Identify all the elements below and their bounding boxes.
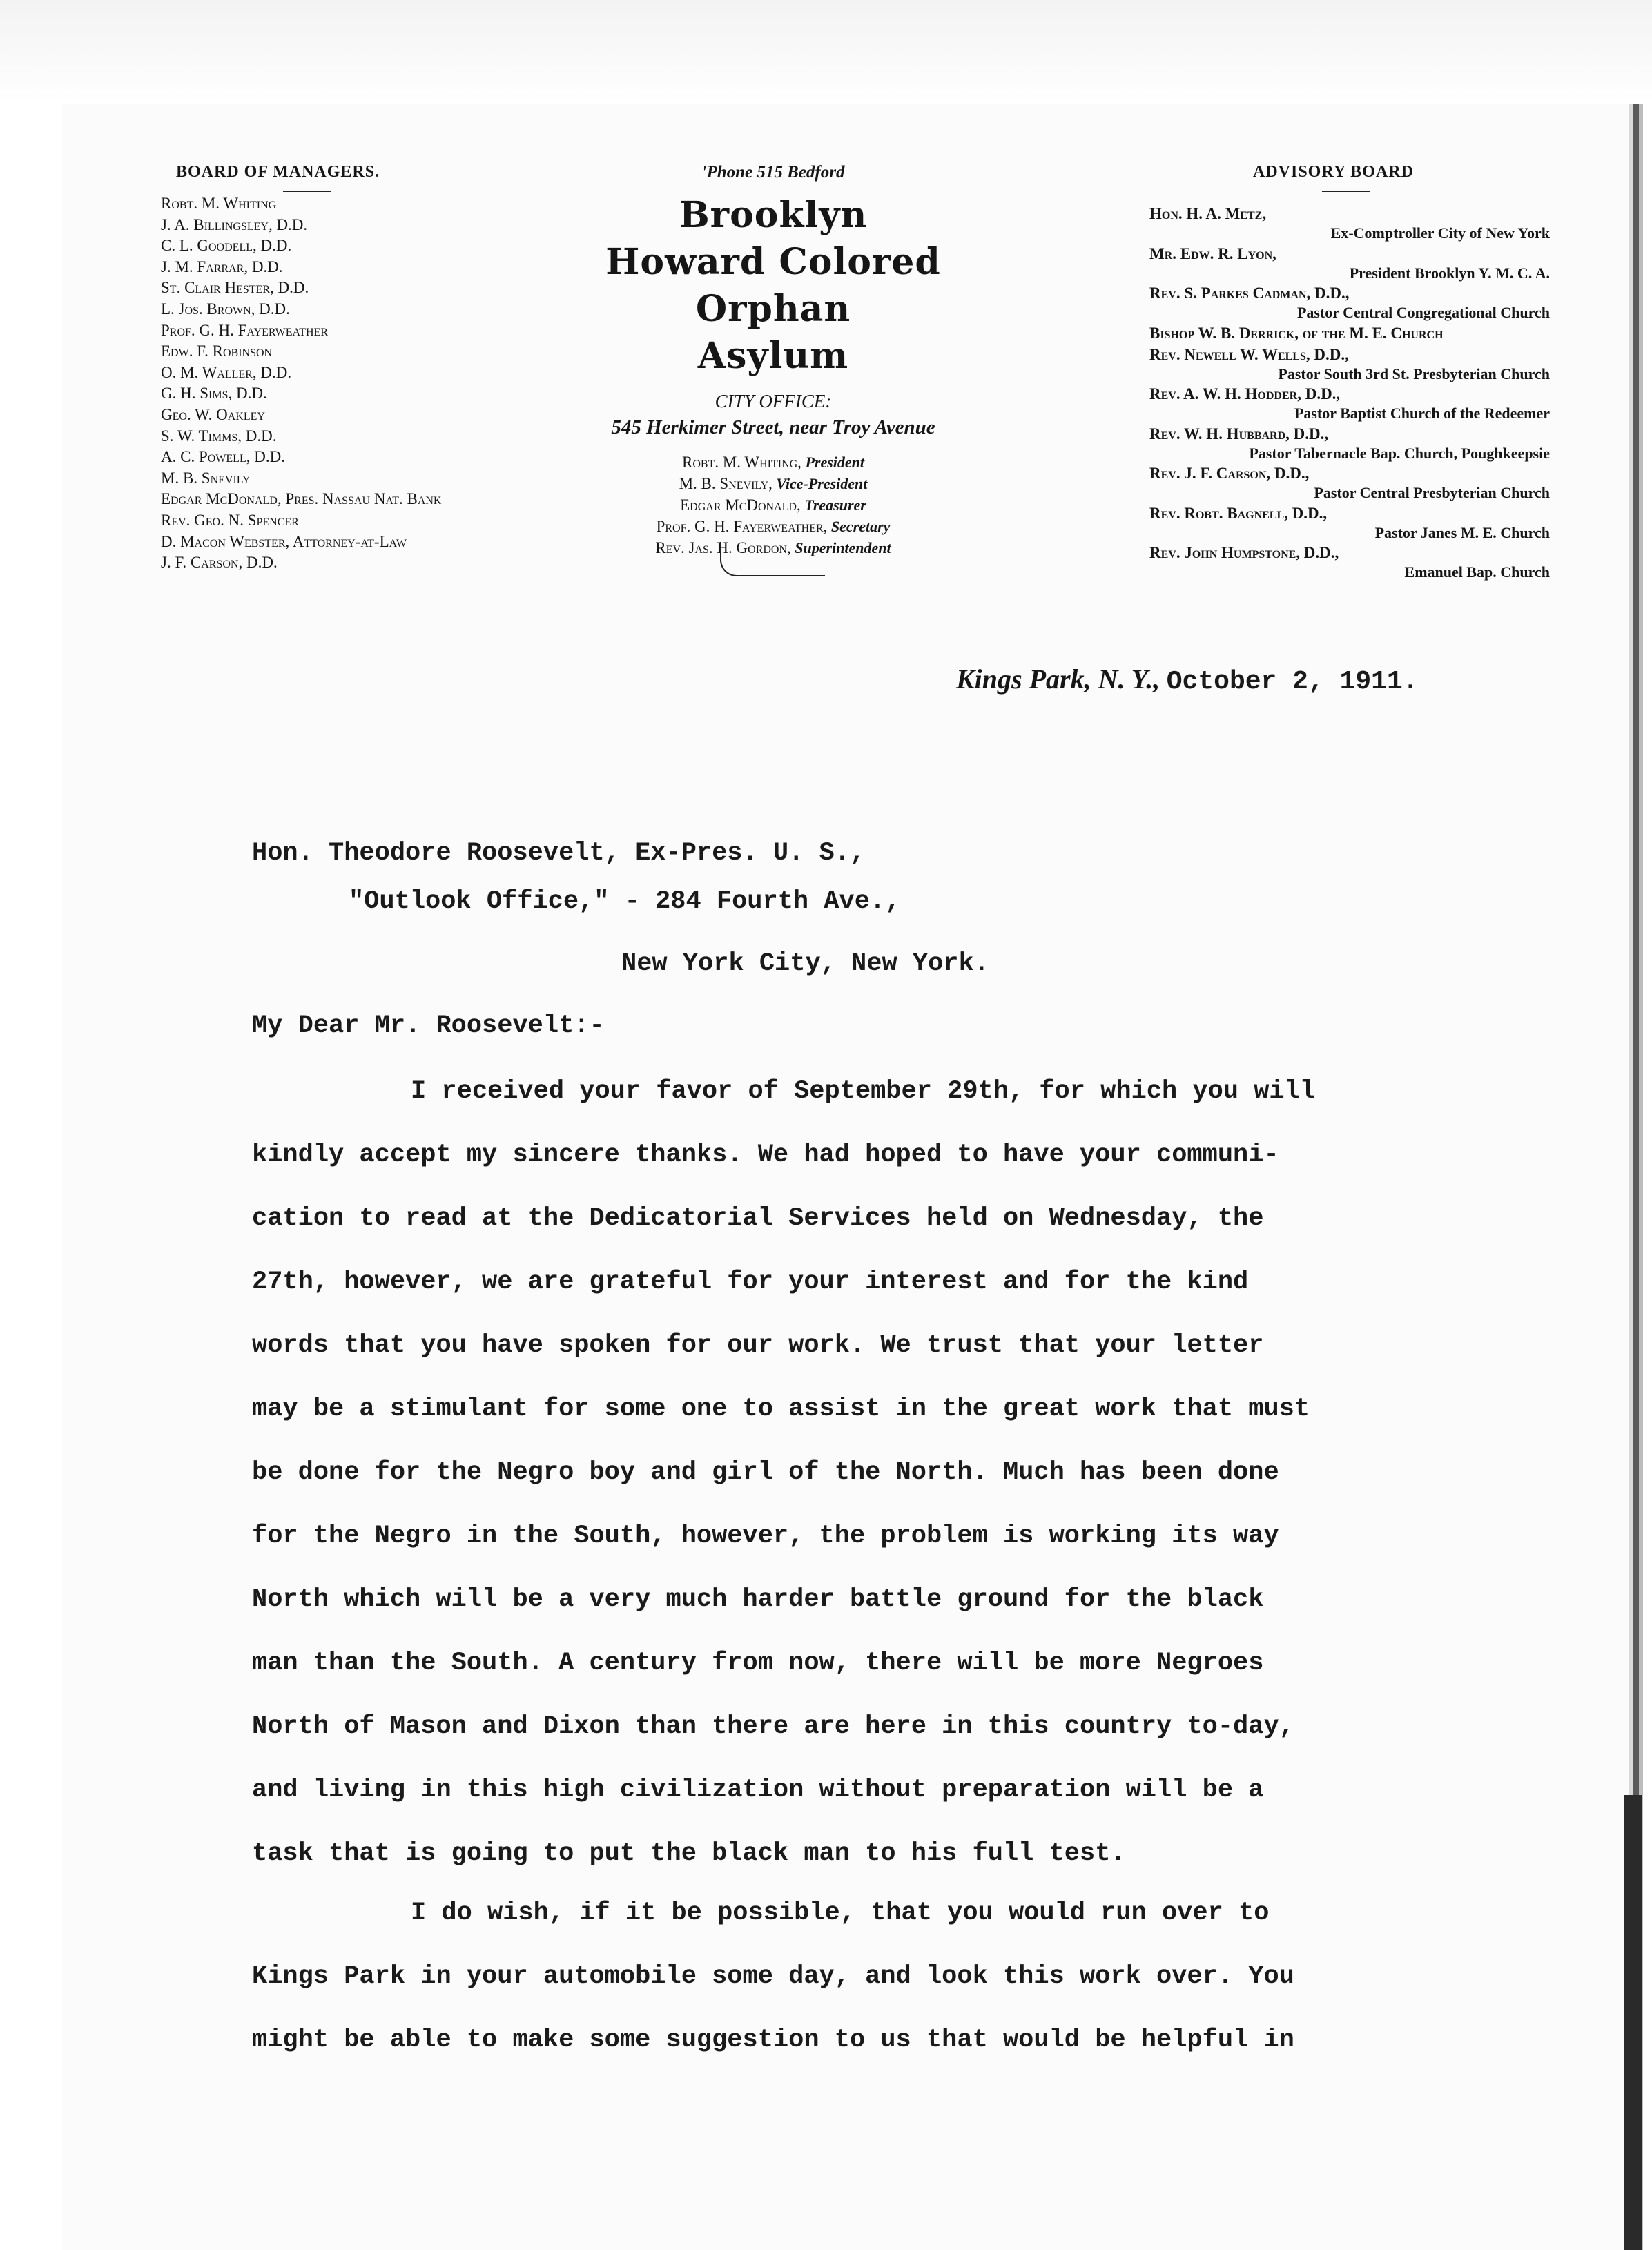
body-line: might be able to make some suggestion to us that would be helpful in	[252, 2026, 1294, 2055]
body-line: task that is going to put the black man to his full test.	[252, 1839, 1126, 1868]
manager-name: Geo. W. Oakley	[161, 405, 265, 423]
address-line: Hon. Theodore Roosevelt, Ex-Pres. U. S.,	[252, 839, 866, 868]
letterhead-center	[525, 163, 1022, 559]
salutation: My Dear Mr. Roosevelt:-	[252, 1011, 605, 1040]
handwritten-bracket-mark	[720, 542, 825, 576]
advisor-name: Rev. Robt. Bagnell, D.D.,	[1149, 504, 1328, 522]
body-line: North which will be a very much harder battle ground for the black	[252, 1585, 1264, 1614]
manager-name: G. H. Sims, D.D.	[161, 385, 267, 403]
advisor-name: Rev. A. W. H. Hodder, D.D.,	[1149, 385, 1341, 403]
advisor-entry	[1149, 542, 1550, 582]
address-line: "Outlook Office," - 284 Fourth Ave.,	[349, 887, 901, 916]
manager-name: Edgar McDonald, Pres. Nassau Nat. Bank	[161, 490, 442, 508]
advisory-list	[1149, 203, 1550, 582]
advisor-entry	[1149, 463, 1550, 503]
dateline-date: October 2, 1911.	[1166, 667, 1419, 697]
dateline-place: Kings Park, N. Y.,	[956, 663, 1160, 695]
body-line: kindly accept my sincere thanks. We had hoped to have your communi-	[252, 1141, 1279, 1170]
advisor-entry	[1149, 383, 1550, 423]
heading-rule	[1322, 191, 1370, 192]
advisor-title: Pastor Tabernacle Bap. Church, Poughkeepsie	[1249, 444, 1550, 462]
institution-title	[525, 192, 1022, 380]
manager-name: Robt. M. Whiting	[161, 195, 277, 212]
manager-name: J. M. Farrar, D.D.	[161, 258, 283, 275]
street-address: 545 Herkimer Street, near Troy Avenue	[611, 416, 935, 438]
manager-name: Prof. G. H. Fayerweather	[161, 321, 329, 339]
advisor-title: Ex-Comptroller City of New York	[1330, 224, 1550, 242]
advisor-title: Pastor Baptist Church of the Redeemer	[1294, 405, 1550, 422]
body-line: I do wish, if it be possible, that you would run over to	[411, 1899, 1270, 1928]
dateline	[956, 663, 1419, 697]
officer-name: Edgar McDonald,	[680, 496, 801, 514]
managers-list	[161, 193, 442, 574]
manager-name: C. L. Goodell, D.D.	[161, 237, 292, 255]
board-of-managers-heading: BOARD OF MANAGERS.	[176, 163, 380, 181]
advisor-entry	[1149, 322, 1550, 344]
page-background-top	[0, 0, 1652, 104]
advisor-entry	[1149, 203, 1550, 243]
body-line: 27th, however, we are grateful for your interest and for the kind	[252, 1268, 1249, 1297]
officer-entry	[525, 494, 1022, 516]
body-paragraph-2	[252, 1881, 1536, 2072]
officer-role: Superintendent	[795, 539, 891, 556]
officer-entry	[525, 452, 1022, 473]
title-line: Brooklyn	[679, 194, 868, 236]
advisor-title: Emanuel Bap. Church	[1404, 563, 1550, 581]
body-line: for the Negro in the South, however, the problem is working its way	[252, 1522, 1279, 1551]
officer-role: Secretary	[830, 518, 891, 535]
advisor-name: Mr. Edw. R. Lyon,	[1149, 244, 1276, 262]
officer-name: Rev. Jas. H. Gordon,	[655, 539, 791, 556]
body-line: cation to read at the Dedicatorial Services held on Wednesday, the	[252, 1204, 1264, 1233]
advisor-title: President Brooklyn Y. M. C. A.	[1349, 264, 1550, 282]
city-office-label: CITY OFFICE:	[715, 391, 832, 411]
title-line: Howard Colored Orphan	[605, 241, 941, 330]
body-line: and living in this high civilization without preparation will be a	[252, 1776, 1264, 1805]
officer-entry	[525, 473, 1022, 494]
officer-name: Prof. G. H. Fayerweather,	[656, 518, 828, 535]
advisor-entry	[1149, 423, 1550, 463]
page-edge-shadow	[1624, 1795, 1642, 2250]
advisory-board-heading: ADVISORY BOARD	[1253, 163, 1414, 181]
advisor-title: Pastor Central Presbyterian Church	[1314, 484, 1550, 501]
officer-role: President	[805, 454, 864, 471]
advisor-title: Pastor Janes M. E. Church	[1374, 523, 1550, 541]
officer-name: M. B. Snevily,	[679, 475, 772, 492]
address-line: New York City, New York.	[621, 949, 989, 978]
manager-name: M. B. Snevily	[161, 469, 251, 487]
body-line: man than the South. A century from now, there will be more Negroes	[252, 1649, 1264, 1678]
officer-name: Robt. M. Whiting,	[682, 454, 801, 471]
advisor-name: Rev. J. F. Carson, D.D.,	[1149, 465, 1310, 482]
body-line: may be a stimulant for some one to assist in the great work that must	[252, 1395, 1310, 1424]
manager-name: J. A. Billingsley, D.D.	[161, 215, 308, 233]
advisor-title: Pastor South 3rd St. Presbyterian Church	[1278, 365, 1550, 382]
body-line: be done for the Negro boy and girl of the North. Much has been done	[252, 1458, 1279, 1487]
manager-name: S. W. Timms, D.D.	[161, 427, 277, 445]
body-line: North of Mason and Dixon than there are here in this country to-day,	[252, 1712, 1294, 1741]
manager-name: Rev. Geo. N. Spencer	[161, 511, 299, 529]
advisor-entry	[1149, 243, 1550, 283]
manager-name: L. Jos. Brown, D.D.	[161, 300, 290, 318]
body-line: words that you have spoken for our work. We trust that your letter	[252, 1331, 1264, 1360]
manager-name: St. Clair Hester, D.D.	[161, 279, 309, 297]
advisor-entry	[1149, 503, 1550, 543]
advisor-entry	[1149, 344, 1550, 384]
officer-role: Treasurer	[804, 496, 866, 514]
manager-name: D. Macon Webster, Attorney-at-Law	[161, 532, 407, 550]
manager-name: J. F. Carson, D.D.	[161, 554, 278, 572]
body-line: Kings Park in your automobile some day, and look this work over. You	[252, 1962, 1294, 1991]
advisor-name: Bishop W. B. Derrick, of the M. E. Church	[1149, 324, 1444, 342]
manager-name: A. C. Powell, D.D.	[161, 448, 285, 466]
advisor-name: Rev. John Humpstone, D.D.,	[1149, 544, 1339, 561]
advisor-name: Rev. Newell W. Wells, D.D.,	[1149, 345, 1349, 363]
advisor-name: Rev. W. H. Hubbard, D.D.,	[1149, 425, 1329, 443]
advisor-name: Hon. H. A. Metz,	[1149, 205, 1267, 222]
advisor-title: Pastor Central Congregational Church	[1296, 304, 1550, 321]
manager-name: Edw. F. Robinson	[161, 342, 273, 360]
advisor-entry	[1149, 282, 1550, 322]
body-line: I received your favor of September 29th, for which you will	[411, 1077, 1316, 1106]
officer-role: Vice-President	[776, 475, 868, 492]
title-line: Asylum	[697, 335, 849, 377]
manager-name: O. M. Waller, D.D.	[161, 363, 292, 381]
body-paragraph-1	[252, 1060, 1536, 1885]
officer-entry	[525, 516, 1022, 537]
advisor-name: Rev. S. Parkes Cadman, D.D.,	[1149, 284, 1350, 302]
phone-number: 'Phone 515 Bedford	[701, 163, 845, 182]
heading-rule	[283, 191, 331, 192]
